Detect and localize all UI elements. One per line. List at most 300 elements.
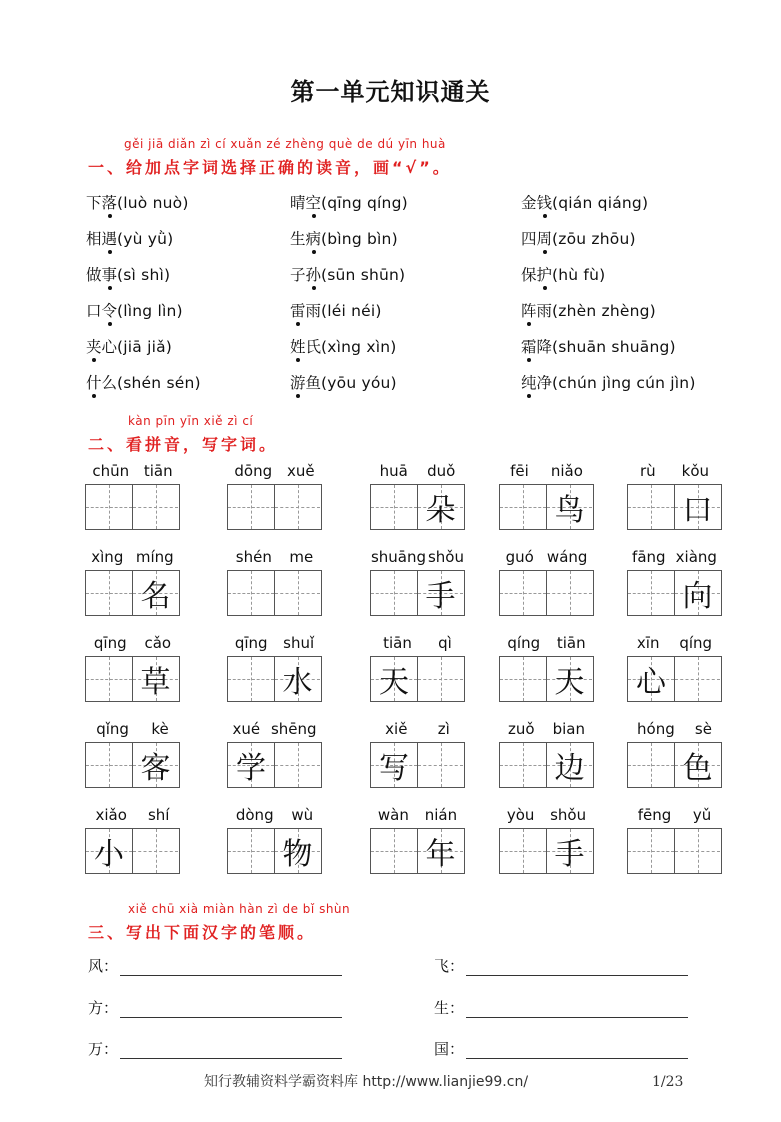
given-character <box>500 485 546 529</box>
pinyin-options[interactable]: (zhèn zhèng) <box>552 302 656 320</box>
given-character <box>133 829 178 873</box>
writing-box[interactable] <box>417 829 463 873</box>
tianzige-boxes <box>627 656 722 702</box>
syllable: me <box>289 548 314 566</box>
syllable: qì <box>438 634 452 652</box>
writing-box[interactable] <box>86 571 132 615</box>
word-pinyin <box>627 548 722 570</box>
given-character: 朵 <box>425 493 456 528</box>
syllable: bian <box>552 720 585 738</box>
question-item <box>86 335 172 357</box>
writing-box[interactable] <box>274 485 320 529</box>
emphasis-dot <box>296 358 300 362</box>
writing-box[interactable] <box>274 829 320 873</box>
word-cell <box>627 806 722 874</box>
question-item <box>290 335 396 357</box>
stroke-character: 万： <box>88 1040 119 1058</box>
word-cell <box>370 720 465 788</box>
given-character: 边 <box>554 751 585 786</box>
word-pinyin <box>85 806 180 828</box>
writing-box[interactable] <box>417 485 463 529</box>
syllable: fāng <box>632 548 666 566</box>
stroke-character: 风： <box>88 957 119 975</box>
given-character <box>86 657 132 701</box>
tianzige-boxes <box>627 570 722 616</box>
tianzige-boxes <box>85 828 180 874</box>
writing-box[interactable] <box>371 485 417 529</box>
writing-box[interactable] <box>132 571 178 615</box>
answer-line[interactable] <box>120 1000 342 1018</box>
given-character: 天 <box>554 665 585 700</box>
writing-box[interactable] <box>674 829 720 873</box>
footer-source: 知行教辅资料学霸资料库 http://www.lianjie99.cn/ <box>204 1074 529 1090</box>
given-character: 手 <box>425 579 456 614</box>
question-row <box>0 263 781 289</box>
word-pinyin <box>85 462 180 484</box>
question-row <box>0 191 781 217</box>
word-cell <box>227 634 322 702</box>
writing-box[interactable] <box>546 485 592 529</box>
writing-box[interactable] <box>371 743 417 787</box>
syllable: dòng <box>235 806 274 824</box>
emphasis-dot <box>108 250 112 254</box>
given-character: 名 <box>140 579 171 614</box>
writing-box[interactable] <box>674 571 720 615</box>
emphasis-dot <box>296 394 300 398</box>
word-pinyin <box>370 634 465 656</box>
emphasis-dot <box>312 214 316 218</box>
given-character: 天 <box>379 665 409 700</box>
tianzige-boxes <box>627 828 722 874</box>
stroke-character: 生： <box>434 999 465 1017</box>
question-word: 霜降 <box>521 338 552 356</box>
given-character <box>275 743 320 787</box>
writing-box[interactable] <box>546 743 592 787</box>
word-pinyin <box>227 462 322 484</box>
syllable: hóng <box>637 720 675 738</box>
question-item <box>290 227 398 249</box>
pinyin-options[interactable]: (qián qiáng) <box>552 194 649 212</box>
tianzige-boxes <box>627 742 722 788</box>
given-character: 向 <box>682 579 713 614</box>
word-pinyin <box>227 806 322 828</box>
pinyin-options[interactable]: (shén sén) <box>117 374 201 392</box>
question-word: 口令 <box>86 302 117 320</box>
question-item <box>521 335 676 357</box>
question-item <box>86 227 173 249</box>
question-item <box>521 191 648 213</box>
word-pinyin <box>227 634 322 656</box>
question-word: 晴空 <box>290 194 321 212</box>
word-cell <box>85 548 180 616</box>
word-cell <box>227 806 322 874</box>
syllable: shuǐ <box>283 634 315 652</box>
writing-box[interactable] <box>274 743 320 787</box>
word-pinyin <box>370 806 465 828</box>
word-pinyin <box>499 720 594 742</box>
syllable: guó <box>505 548 534 566</box>
writing-box[interactable] <box>417 743 463 787</box>
given-character <box>418 743 463 787</box>
given-character <box>500 829 546 873</box>
writing-box[interactable] <box>86 829 132 873</box>
answer-line[interactable] <box>466 1041 688 1059</box>
emphasis-dot <box>543 250 547 254</box>
given-character: 小 <box>94 837 124 872</box>
emphasis-dot <box>312 286 316 290</box>
pinyin-options[interactable]: (bìng bìn) <box>321 230 398 248</box>
syllable: kè <box>151 720 169 738</box>
tianzige-boxes <box>85 656 180 702</box>
given-character: 年 <box>425 837 456 872</box>
syllable: zì <box>437 720 450 738</box>
stroke-character: 国： <box>434 1040 465 1058</box>
writing-box[interactable] <box>500 743 546 787</box>
writing-box[interactable] <box>500 485 546 529</box>
writing-box[interactable] <box>546 571 592 615</box>
syllable: yòu <box>506 806 535 824</box>
word-cell <box>85 806 180 874</box>
writing-box[interactable] <box>628 657 674 701</box>
question-item <box>290 191 408 213</box>
word-cell <box>627 548 722 616</box>
question-item <box>86 371 201 393</box>
question-word: 游鱼 <box>290 374 321 392</box>
emphasis-dot <box>543 286 547 290</box>
given-character: 色 <box>682 751 713 786</box>
writing-box[interactable] <box>228 743 274 787</box>
given-character <box>547 571 592 615</box>
given-character: 鸟 <box>554 493 585 528</box>
question-item <box>290 371 397 393</box>
page-number: 1/23 <box>652 1074 684 1090</box>
question-word: 相遇 <box>86 230 117 248</box>
given-character: 学 <box>236 751 266 786</box>
tianzige-boxes <box>227 828 322 874</box>
pinyin-options[interactable]: (yù yǜ) <box>117 230 174 248</box>
writing-box[interactable] <box>674 743 720 787</box>
word-pinyin <box>499 806 594 828</box>
pinyin-options[interactable]: (shuān shuāng) <box>552 338 676 356</box>
given-character <box>628 829 674 873</box>
word-cell <box>227 720 322 788</box>
given-character: 心 <box>636 665 666 700</box>
question-word: 金钱 <box>521 194 552 212</box>
question-word: 什么 <box>86 374 117 392</box>
given-character <box>86 743 132 787</box>
word-pinyin <box>370 462 465 484</box>
syllable: xiě <box>385 720 408 738</box>
tianzige-boxes <box>499 484 594 530</box>
question-row <box>0 371 781 397</box>
writing-box[interactable] <box>628 571 674 615</box>
syllable: wàn <box>377 806 409 824</box>
question-row <box>0 335 781 361</box>
word-pinyin <box>627 634 722 656</box>
syllable: shǒu <box>550 806 587 824</box>
emphasis-dot <box>92 394 96 398</box>
syllable: qíng <box>679 634 713 652</box>
word-cell <box>370 806 465 874</box>
answer-line[interactable] <box>466 958 688 976</box>
given-character <box>418 657 463 701</box>
syllable: wáng <box>546 548 588 566</box>
given-character: 水 <box>282 665 313 700</box>
answer-line[interactable] <box>120 958 342 976</box>
word-pinyin <box>227 548 322 570</box>
question-row <box>0 299 781 325</box>
question-item <box>521 299 656 321</box>
given-character <box>228 657 274 701</box>
given-character <box>500 657 546 701</box>
given-character <box>500 743 546 787</box>
given-character: 手 <box>554 837 585 872</box>
word-cell <box>85 634 180 702</box>
emphasis-dot <box>312 250 316 254</box>
writing-box[interactable] <box>628 485 674 529</box>
word-pinyin <box>499 548 594 570</box>
stroke-order-item <box>88 997 342 1018</box>
writing-box[interactable] <box>371 657 417 701</box>
writing-box[interactable] <box>628 743 674 787</box>
writing-box[interactable] <box>132 657 178 701</box>
word-pinyin <box>370 720 465 742</box>
pinyin-options[interactable]: (qīng qíng) <box>321 194 408 212</box>
tianzige-boxes <box>227 570 322 616</box>
writing-box[interactable] <box>86 743 132 787</box>
syllable: shǒu <box>427 548 464 566</box>
pinyin-options[interactable]: (yōu yóu) <box>321 374 397 392</box>
section2-pinyin: kàn pīn yīn xiě zì cí <box>128 414 254 428</box>
tianzige-boxes <box>370 484 465 530</box>
question-word: 下落 <box>86 194 117 212</box>
writing-box[interactable] <box>546 657 592 701</box>
syllable: dōng <box>234 462 273 480</box>
writing-box[interactable] <box>500 657 546 701</box>
pinyin-options[interactable]: (zōu zhōu) <box>552 230 636 248</box>
tianzige-boxes <box>499 742 594 788</box>
given-character <box>628 571 674 615</box>
answer-line[interactable] <box>120 1041 342 1059</box>
syllable: kǒu <box>681 462 710 480</box>
syllable: xué <box>232 720 261 738</box>
given-character: 草 <box>140 665 171 700</box>
word-cell <box>227 462 322 530</box>
word-cell <box>370 548 465 616</box>
syllable: shuāng <box>370 548 427 566</box>
question-word: 子孙 <box>290 266 321 284</box>
emphasis-dot <box>527 358 531 362</box>
stroke-order-item <box>434 1038 688 1059</box>
tianzige-boxes <box>370 570 465 616</box>
given-character: 物 <box>282 837 313 872</box>
stroke-order-item <box>88 1038 342 1059</box>
syllable: tiān <box>383 634 412 652</box>
syllable: wù <box>291 806 314 824</box>
word-cell <box>370 462 465 530</box>
word-cell <box>499 634 594 702</box>
word-pinyin <box>370 548 465 570</box>
writing-box[interactable] <box>228 485 274 529</box>
emphasis-dot <box>296 322 300 326</box>
given-character: 写 <box>379 751 409 786</box>
given-character <box>228 571 274 615</box>
syllable: shén <box>235 548 272 566</box>
given-character <box>628 743 674 787</box>
syllable: yǔ <box>692 806 712 824</box>
question-word: 姓氏 <box>290 338 321 356</box>
writing-box[interactable] <box>500 571 546 615</box>
stroke-order-item <box>434 955 688 976</box>
question-item <box>521 263 605 285</box>
syllable: fēng <box>637 806 672 824</box>
tianzige-boxes <box>85 570 180 616</box>
tianzige-boxes <box>85 484 180 530</box>
tianzige-boxes <box>370 656 465 702</box>
syllable: xìng <box>91 548 124 566</box>
writing-box[interactable] <box>417 571 463 615</box>
tianzige-boxes <box>499 656 594 702</box>
given-character <box>86 571 132 615</box>
question-word: 保护 <box>521 266 552 284</box>
writing-box[interactable] <box>500 829 546 873</box>
question-word: 做事 <box>86 266 117 284</box>
word-cell <box>499 548 594 616</box>
word-cell <box>370 634 465 702</box>
syllable: qīng <box>234 634 268 652</box>
writing-box[interactable] <box>674 657 720 701</box>
syllable: tiān <box>143 462 173 480</box>
syllable: rù <box>639 462 656 480</box>
tianzige-boxes <box>370 828 465 874</box>
writing-box[interactable] <box>674 485 720 529</box>
syllable: sè <box>694 720 712 738</box>
stroke-character: 飞： <box>434 957 465 975</box>
word-pinyin <box>85 720 180 742</box>
page-title: 第一单元知识通关 <box>290 77 491 106</box>
writing-box[interactable] <box>417 657 463 701</box>
writing-box[interactable] <box>228 829 274 873</box>
pinyin-options[interactable]: (sūn shūn) <box>321 266 406 284</box>
given-character <box>228 829 274 873</box>
tianzige-boxes <box>85 742 180 788</box>
question-item <box>86 299 183 321</box>
syllable: cǎo <box>144 634 172 652</box>
given-character <box>675 829 720 873</box>
given-character: 客 <box>140 751 171 786</box>
word-cell <box>499 462 594 530</box>
given-character <box>275 485 320 529</box>
question-item <box>290 299 382 321</box>
word-pinyin <box>627 720 722 742</box>
question-item <box>521 227 636 249</box>
question-item <box>290 263 405 285</box>
word-cell <box>85 720 180 788</box>
syllable: nián <box>424 806 458 824</box>
writing-box[interactable] <box>228 571 274 615</box>
writing-box[interactable] <box>371 571 417 615</box>
emphasis-dot <box>527 322 531 326</box>
syllable: shēng <box>270 720 317 738</box>
word-cell <box>627 462 722 530</box>
word-cell <box>627 634 722 702</box>
question-word: 四周 <box>521 230 552 248</box>
question-item <box>86 191 189 213</box>
word-cell <box>627 720 722 788</box>
pinyin-options[interactable]: (hù fù) <box>552 266 606 284</box>
writing-box[interactable] <box>274 657 320 701</box>
pinyin-options[interactable]: (lìng lìn) <box>117 302 183 320</box>
given-character <box>228 485 274 529</box>
section1-heading: 一、给加点字词选择正确的读音，画“√”。 <box>88 158 452 177</box>
question-word: 夹心 <box>86 338 117 356</box>
writing-box[interactable] <box>274 571 320 615</box>
word-cell <box>499 720 594 788</box>
word-cell <box>227 548 322 616</box>
question-word: 阵雨 <box>521 302 552 320</box>
syllable: tiān <box>556 634 586 652</box>
pinyin-options[interactable]: (chún jìng cún jìn) <box>552 374 696 392</box>
syllable: xīn <box>636 634 660 652</box>
writing-box[interactable] <box>132 829 178 873</box>
answer-line[interactable] <box>466 1000 688 1018</box>
pinyin-options[interactable]: (jiā jiǎ) <box>117 338 173 356</box>
emphasis-dot <box>92 358 96 362</box>
syllable: qīng <box>93 634 127 652</box>
syllable: duǒ <box>427 462 456 480</box>
given-character <box>628 485 674 529</box>
question-item <box>86 263 170 285</box>
syllable: chūn <box>92 462 130 480</box>
section1-pinyin: gěi jiā diǎn zì cí xuǎn zé zhèng què de dú yīn huà <box>124 137 446 151</box>
word-pinyin <box>627 462 722 484</box>
writing-box[interactable] <box>371 829 417 873</box>
tianzige-boxes <box>499 570 594 616</box>
section3-heading: 三、写出下面汉字的笔顺。 <box>88 923 317 942</box>
given-character <box>275 571 320 615</box>
word-pinyin <box>499 462 594 484</box>
syllable: xiàng <box>675 548 717 566</box>
emphasis-dot <box>543 214 547 218</box>
pinyin-options[interactable]: (sì shì) <box>117 266 171 284</box>
emphasis-dot <box>108 214 112 218</box>
stroke-order-item <box>88 955 342 976</box>
word-cell <box>499 806 594 874</box>
tianzige-boxes <box>227 484 322 530</box>
pinyin-options[interactable]: (xìng xìn) <box>321 338 397 356</box>
given-character <box>133 485 178 529</box>
tianzige-boxes <box>499 828 594 874</box>
word-pinyin <box>85 634 180 656</box>
given-character <box>371 485 417 529</box>
question-word: 生病 <box>290 230 321 248</box>
pinyin-options[interactable]: (léi néi) <box>321 302 382 320</box>
question-row <box>0 227 781 253</box>
writing-box[interactable] <box>132 743 178 787</box>
pinyin-options[interactable]: (luò nuò) <box>117 194 189 212</box>
given-character <box>371 829 417 873</box>
emphasis-dot <box>527 394 531 398</box>
word-pinyin <box>85 548 180 570</box>
writing-box[interactable] <box>546 829 592 873</box>
writing-box[interactable] <box>228 657 274 701</box>
syllable: qǐng <box>96 720 129 738</box>
writing-box[interactable] <box>86 485 132 529</box>
question-word: 纯净 <box>521 374 552 392</box>
writing-box[interactable] <box>132 485 178 529</box>
writing-box[interactable] <box>86 657 132 701</box>
writing-box[interactable] <box>628 829 674 873</box>
